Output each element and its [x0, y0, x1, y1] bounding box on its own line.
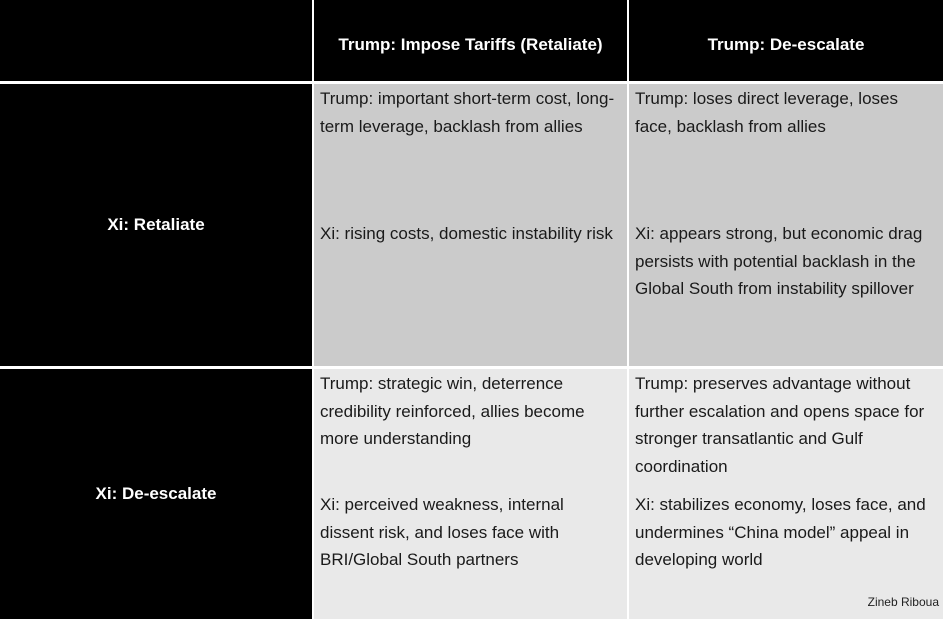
trump-outcome: Trump: strategic win, deterrence credibility reinforced, allies become more understanding [320, 374, 585, 448]
column-header-label: Trump: Impose Tariffs (Retaliate) [338, 34, 603, 54]
row-header-xi-de-escalate [0, 369, 312, 619]
xi-outcome: Xi: appears strong, but economic drag persists with potential backlash in the Global South from instability spillover [635, 224, 923, 298]
trump-outcome: Trump: preserves advantage without further escalation and opens space for stronger transatlantic and Gulf coordination [635, 374, 925, 476]
xi-outcome: Xi: stabilizes economy, loses face, and undermines “China model” appeal in developing world [635, 495, 926, 569]
row-header-xi-retaliate [0, 84, 312, 366]
outcome-cell-de-escalate-de-escalate [629, 369, 943, 619]
column-header-label: Trump: De-escalate [707, 34, 865, 54]
outcome-cell-retaliate-retaliate [314, 84, 627, 366]
row-header-label: Xi: Retaliate [107, 215, 205, 234]
row-header-label: Xi: De-escalate [95, 484, 217, 503]
corner-cell [0, 0, 312, 81]
trump-outcome: Trump: loses direct leverage, loses face, backlash from allies [635, 89, 898, 136]
outcome-cell-retaliate-de-escalate [629, 84, 943, 366]
xi-outcome: Xi: rising costs, domestic instability risk [320, 224, 613, 243]
outcome-cell-de-escalate-retaliate [314, 369, 627, 619]
xi-outcome: Xi: perceived weakness, internal dissent risk, and loses face with BRI/Global South partners [320, 495, 564, 569]
trump-outcome: Trump: important short-term cost, long-term leverage, backlash from allies [320, 89, 615, 136]
column-header-de-escalate [629, 0, 943, 81]
author-credit: Zineb Riboua [867, 594, 939, 609]
column-header-impose-tariffs [314, 0, 627, 81]
